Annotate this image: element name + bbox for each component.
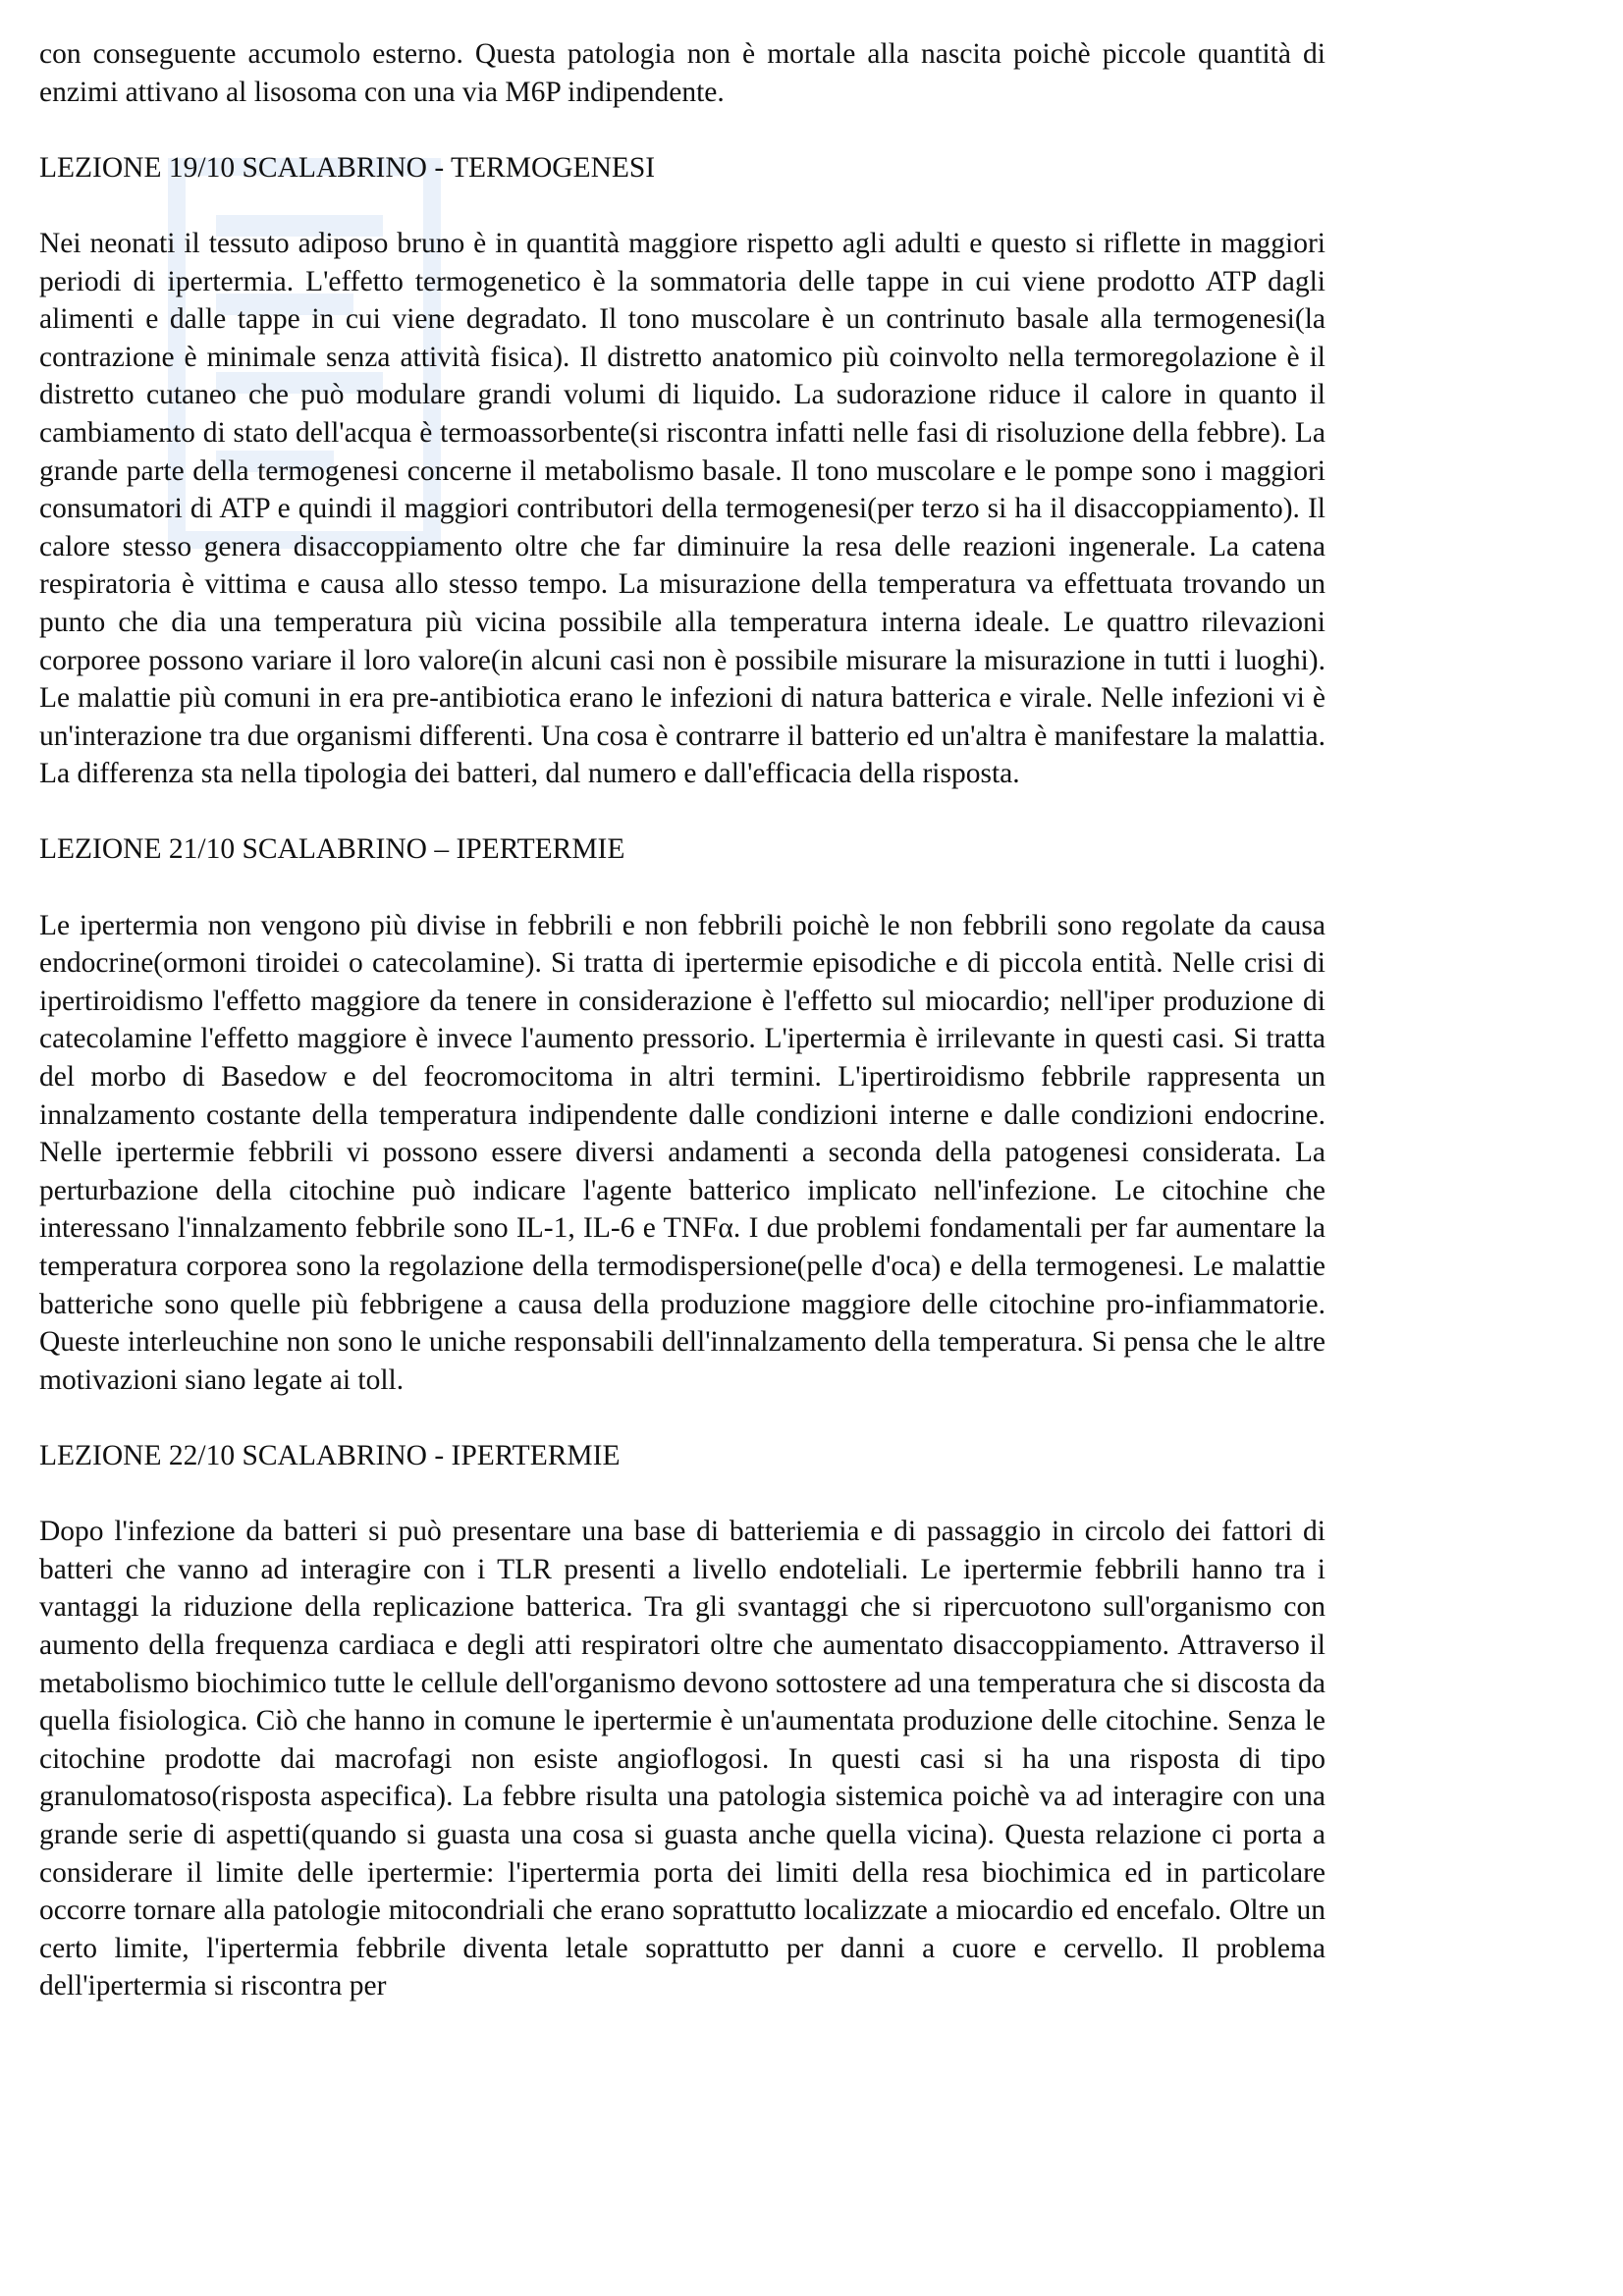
section-heading-termogenesi: LEZIONE 19/10 SCALABRINO - TERMOGENESI: [39, 151, 656, 184]
section-heading-ipertermie-21-10: LEZIONE 21/10 SCALABRINO – IPERTERMIE: [39, 833, 625, 866]
paragraph-ipertermie-21-10: Le ipertermia non vengono più divise in febbrili e non febbrili poichè le non febbrili sono regolate da causa endocrine(ormoni tiroidei o catecolamine). Si tratta di ipertermie episodiche e di piccola entità. Nelle crisi di ipertiroidismo l'effetto maggiore da tenere in considerazione è l'effetto sul miocardio; nell'iper produzione di catecolamine l'effetto maggiore è invece l'aumento pressorio. L'ipertermia è irrilevante in questi casi. Si tratta del morbo di Basedow e del feocromocitoma in altri termini. L'ipertiroidismo febbrile rappresenta un innalzamento costante della temperatura indipendente dalle condizioni interne e dalle condizioni endocrine. Nelle ipertermie febbrili vi possono essere diversi andamenti a seconda della patogenesi considerata. La perturbazione della citochine può indicare l'agente batterico implicato nell'infezione. Le citochine che interessano l'innalzamento febbrile sono IL-1, IL-6 e TNFα. I due problemi fondamentali per far aumentare la temperatura corporea sono la regolazione della termodispersione(pelle d'oca) e della termogenesi. Le malattie batteriche sono quelle più febbrigene a causa della produzione maggiore delle citochine pro-infiammatorie. Queste interleuchine non sono le uniche responsabili dell'innalzamento della temperatura. Si pensa che le altre motivazioni siano legate ai toll.: [39, 909, 1325, 1396]
section-heading-ipertermie-22-10: LEZIONE 22/10 SCALABRINO - IPERTERMIE: [39, 1439, 621, 1471]
paragraph-termogenesi: Nei neonati il tessuto adiposo bruno è in quantità maggiore rispetto agli adulti e questo si riflette in maggiori periodi di ipertermia. L'effetto termogenetico è la sommatoria delle tappe in cui viene prodotto ATP dagli alimenti e dalle tappe in cui viene degradato. Il tono muscolare è un contrinuto basale alla termogenesi(la contrazione è minimale senza attività fisica). Il distretto anatomico più coinvolto nella termoregolazione è il distretto cutaneo che può modulare grandi volumi di liquido. La sudorazione riduce il calore in quanto il cambiamento di stato dell'acqua è termoassorbente(si riscontra infatti nelle fasi di risoluzione della febbre). La grande parte della termogenesi concerne il metabolismo basale. Il tono muscolare e le pompe sono i maggiori consumatori di ATP e quindi il maggiori contributori della termogenesi(per terzo si ha il disaccoppiamento). Il calore stesso genera disaccoppiamento oltre che far diminuire la resa delle reazioni ingenerale. La catena respiratoria è vittima e causa allo stesso tempo. La misurazione della temperatura va effettuata trovando un punto che dia una temperatura più vicina possibile alla temperatura interna ideale. Le quattro rilevazioni corporee possono variare il loro valore(in alcuni casi non è possibile misurare la misurazione in tutti i luoghi). Le malattie più comuni in era pre-antibiotica erano le infezioni di natura batterica e virale. Nelle infezioni vi è un'interazione tra due organismi differenti. Una cosa è contrarre il batterio ed un'altra è manifestare la malattia. La differenza sta nella tipologia dei batteri, dal numero e dall'efficacia della risposta.: [39, 227, 1325, 790]
document-page: [39, 35, 1325, 2005]
paragraph-ipertermie-22-10: Dopo l'infezione da batteri si può presentare una base di batteriemia e di passaggio in circolo dei fattori di batteri che vanno ad interagire con i TLR presenti a livello endoteliali. Le ipertermie febbrili hanno tra i vantaggi la riduzione della replicazione batterica. Tra gli svantaggi che si ripercuotono sull'organismo con aumento della frequenza cardiaca e degli atti respiratori oltre che aumentato disaccoppiamento. Attraverso il metabolismo biochimico tutte le cellule dell'organismo devono sottostere ad una temperatura che si discosta da quella fisiologica. Ciò che hanno in comune le ipertermie è un'aumentata produzione delle citochine. Senza le citochine prodotte dai macrofagi non esiste angioflogosi. In questi casi si ha una risposta di tipo granulomatoso(risposta aspecifica). La febbre risulta una patologia sistemica poichè va ad interagire con una grande serie di aspetti(quando si guasta una cosa si guasta anche quella vicina). Questa relazione ci porta a considerare il limite delle ipertermie: l'ipertermia porta dei limiti della resa biochimica ed in particolare occorre tornare alla patologie mitocondriali che erano soprattutto localizzate a miocardio ed encefalo. Oltre un certo limite, l'ipertermia febbrile diventa letale soprattutto per danni a cuore e cervello. Il problema dell'ipertermia si riscontra per: [39, 1516, 1325, 2002]
paragraph-intro: con conseguente accumolo esterno. Questa patologia non è mortale alla nascita poichè piccole quantità di enzimi attivano al lisosoma con una via M6P indipendente.: [39, 38, 1325, 108]
